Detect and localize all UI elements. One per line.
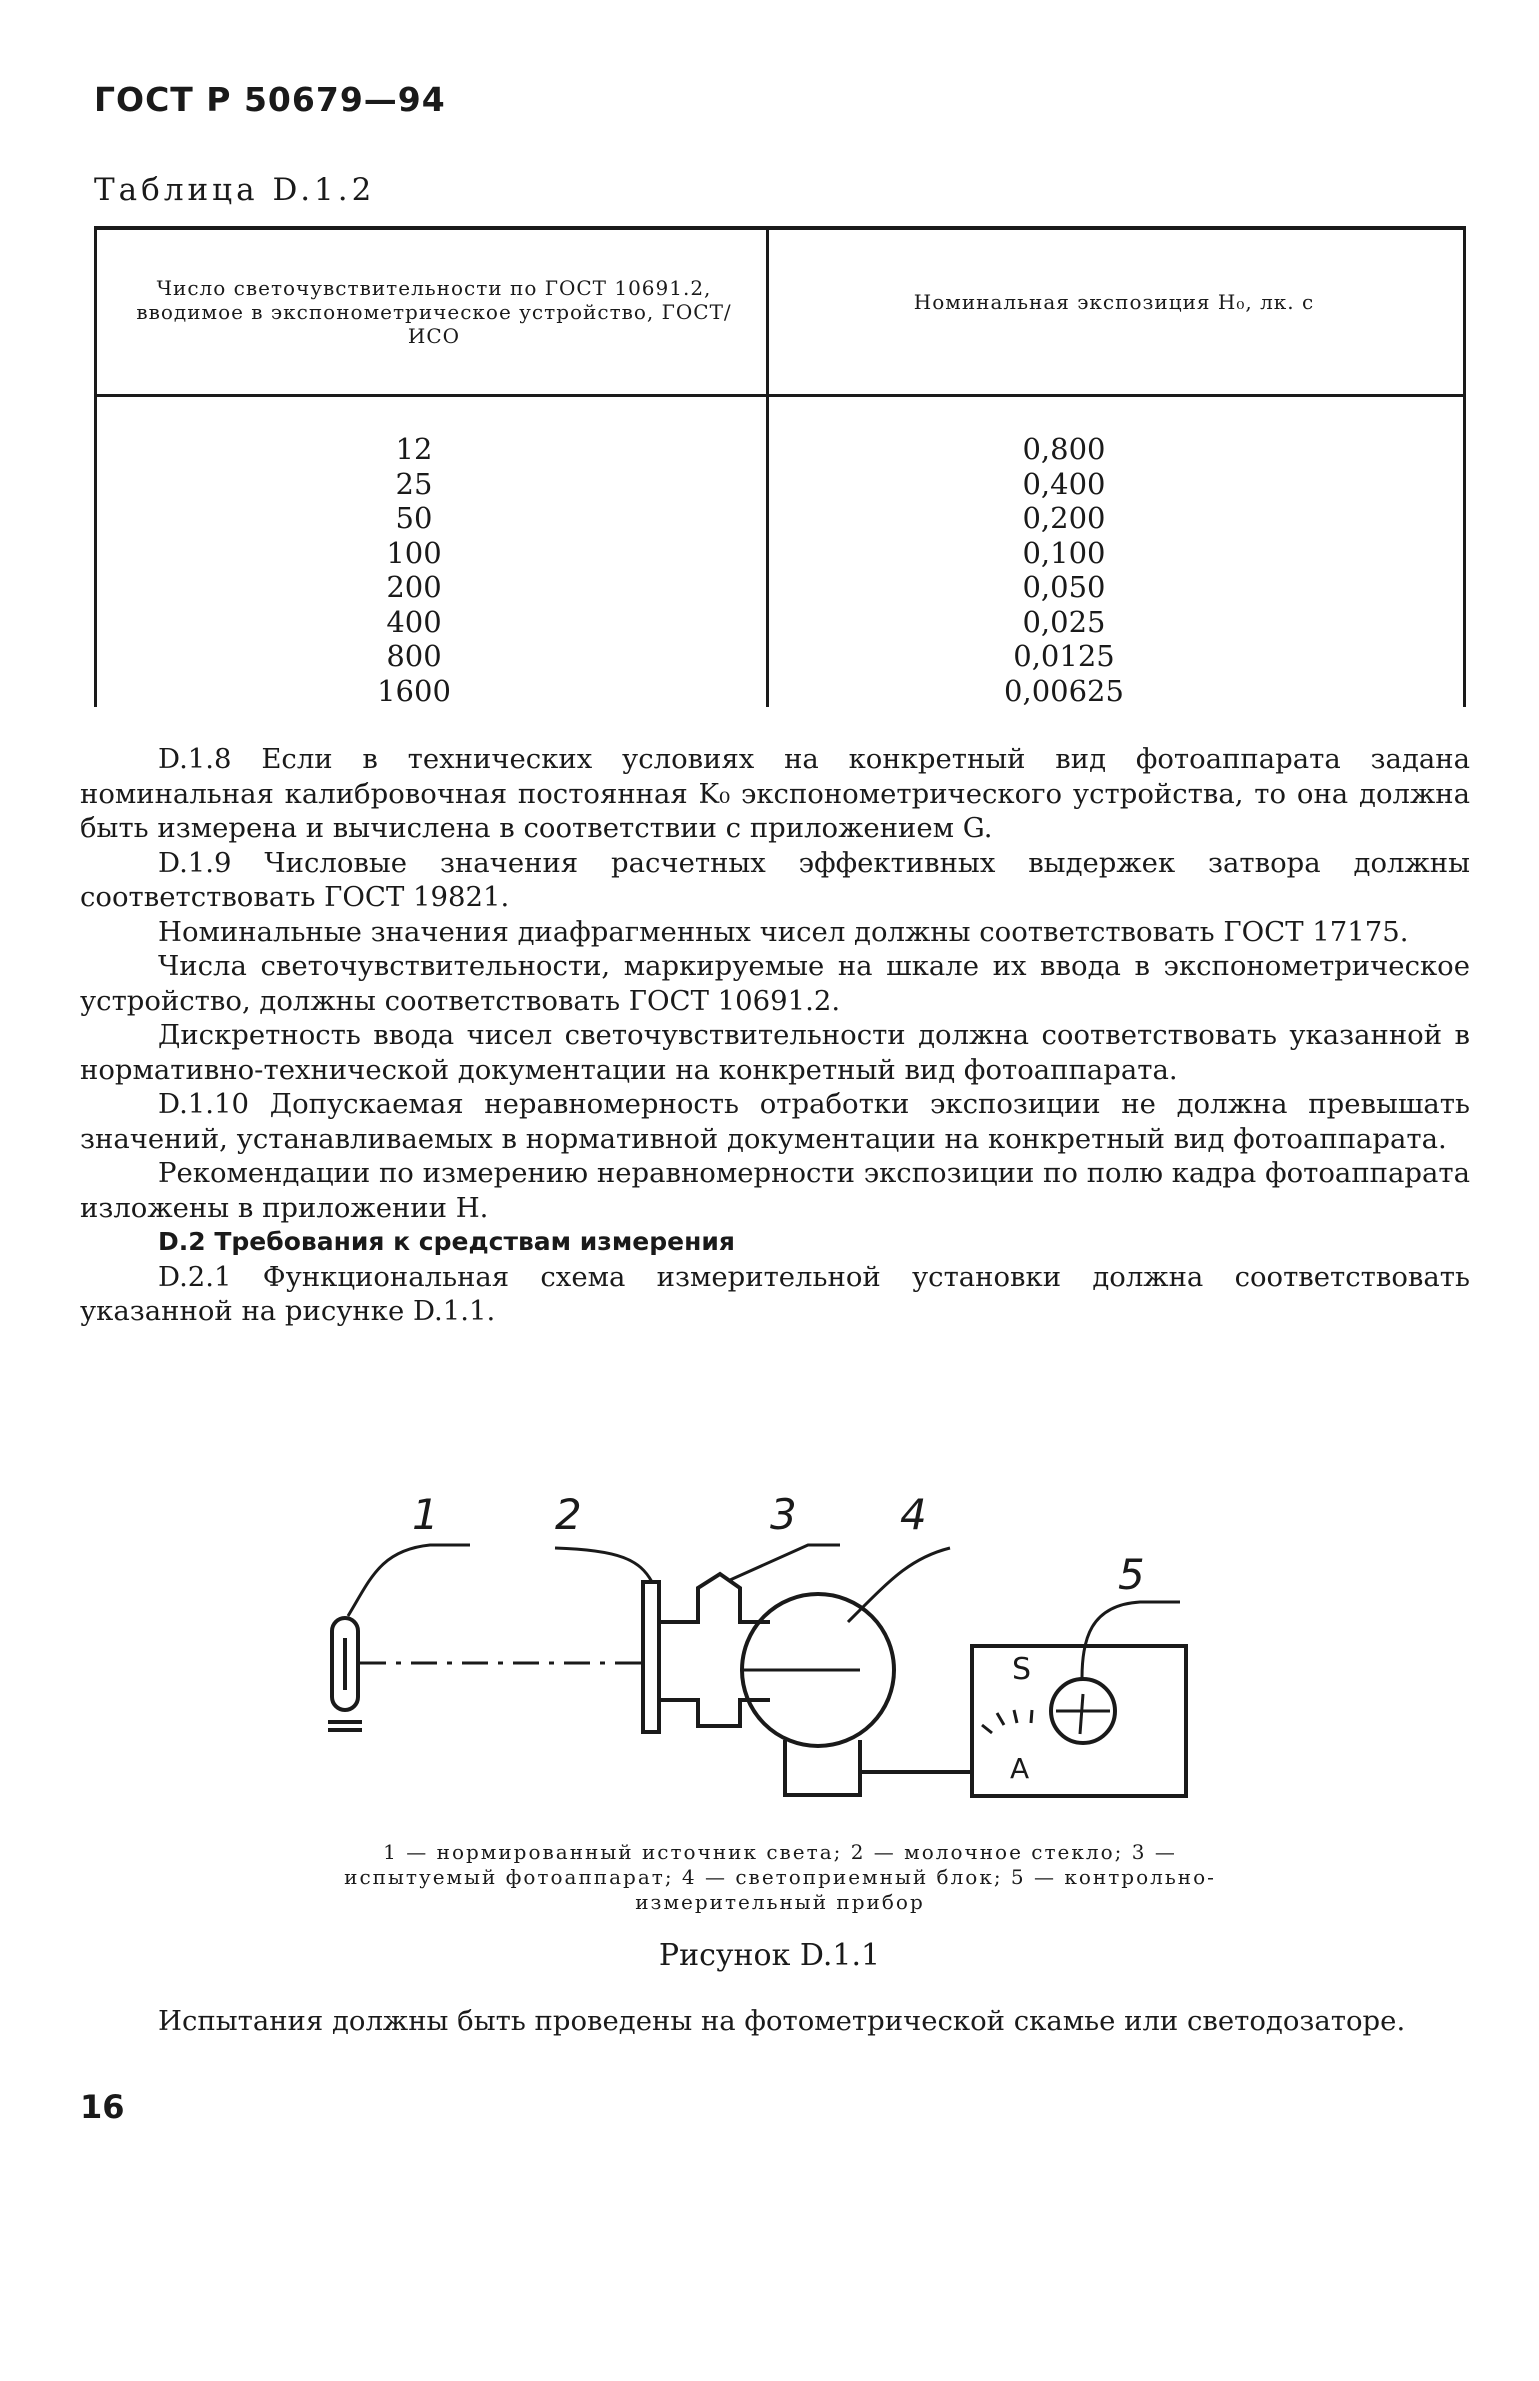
meter-scale-ticks [982, 1710, 1032, 1733]
paragraph: Испытания должны быть проведены на фотометрической скамье или светодозаторе. [158, 2005, 1406, 2037]
iso-values-column [294, 432, 534, 708]
table-caption: Таблица D.1.2 [94, 172, 376, 208]
table-header-exposure: Номинальная экспозиция Н₀, лк. с [913, 290, 1315, 314]
table-cell: 0,050 [1022, 570, 1106, 604]
final-text [80, 2004, 1470, 2039]
table-cell: 0,00625 [1004, 673, 1124, 708]
meter-shape [972, 1646, 1186, 1796]
table-cell: 200 [386, 570, 442, 604]
meter-needle [1080, 1694, 1083, 1734]
leader-line-2 [555, 1548, 652, 1582]
table-header-rule [94, 394, 1466, 397]
table-right-border [1463, 226, 1466, 707]
paragraph: D.1.9 Числовые значения расчетных эффективных выдержек затвора должны соответствовать ГОСТ 19821. [80, 846, 1470, 913]
receiver-stand [785, 1740, 860, 1795]
meter-letter-a: A [1010, 1752, 1030, 1785]
paragraph: Числа светочувствительности, маркируемые на шкале их ввода в экспонометрическое устройство, должны соответствовать ГОСТ 10691.2. [80, 950, 1470, 1017]
paragraph: Дискретность ввода чисел светочувствительности должна соответствовать указанной в нормативно-технической документации на конкретный вид фотоаппарата. [80, 1019, 1470, 1086]
paragraph: D.2.1 Функциональная схема измерительной установки должна соответствовать указанной на рисунке D.1.1. [80, 1260, 1470, 1327]
table-header-iso: Число светочувствительности по ГОСТ 10691.2, вводимое в экспонометрическое устройство, ГОСТ/ИСО [136, 276, 732, 348]
table-cell: 0,800 [1022, 432, 1106, 466]
exposure-values-column [944, 432, 1184, 708]
table-cell: 25 [395, 466, 433, 501]
table-cell: 0,0125 [1013, 639, 1115, 673]
paragraph: D.1.10 Допускаемая неравномерность отработки экспозиции не должна превышать значений, устанавливаемых в нормативной документации на конкретный вид фотоаппарата. [80, 1088, 1470, 1155]
table-cell: 400 [386, 604, 442, 639]
leader-line-3 [730, 1545, 840, 1580]
figure-label-5: 5 [1118, 1550, 1145, 1599]
figure-legend: 1 — нормированный источник света; 2 — молочное стекло; 3 — испытуемый фотоаппарат; 4 — светоприемный блок; 5 — контрольно-измерительный прибор [344, 1840, 1216, 1914]
figure-label-1: 1 [412, 1490, 439, 1539]
figure-label-2: 2 [555, 1490, 582, 1539]
table-cell: 0,025 [1022, 604, 1106, 639]
leader-line-1 [348, 1545, 470, 1616]
table-cell: 0,400 [1022, 466, 1106, 501]
milk-glass-shape [643, 1582, 659, 1732]
document-code: ГОСТ Р 50679—94 [94, 80, 446, 119]
paragraph: Номинальные значения диафрагменных чисел должны соответствовать ГОСТ 17175. [158, 915, 1409, 948]
table-cell: 800 [386, 639, 442, 673]
meter-letter-s: S [1012, 1652, 1032, 1687]
table-column-divider [766, 226, 769, 707]
leader-line-5 [1082, 1602, 1180, 1678]
figure-label-4: 4 [900, 1490, 927, 1539]
table-cell: 50 [395, 501, 433, 535]
body-text [80, 742, 1470, 1329]
table-cell: 0,200 [1022, 501, 1106, 535]
section-heading: D.2 Требования к средствам измерения [158, 1227, 735, 1256]
page-number: 16 [80, 2088, 125, 2126]
table-cell: 1600 [377, 673, 451, 708]
table-cell: 12 [395, 432, 433, 466]
figure-label-3: 3 [770, 1490, 797, 1539]
figure-title: Рисунок D.1.1 [658, 1938, 881, 1973]
paragraph: D.1.8 Если в технических условиях на конкретный вид фотоаппарата задана номинальная калибровочная постоянная K₀ экспонометрического устройства, то она должна быть измерена и вычислена в соответствии с приложением G. [80, 743, 1470, 844]
camera-shape [660, 1574, 770, 1726]
data-table [94, 226, 1466, 707]
table-cell: 0,100 [1022, 535, 1106, 570]
table-cell: 100 [386, 535, 442, 570]
table-top-rule [94, 226, 1466, 230]
table-left-border [94, 226, 97, 707]
paragraph: Рекомендации по измерению неравномерности экспозиции по полю кадра фотоаппарата изложены в приложении H. [80, 1157, 1470, 1224]
